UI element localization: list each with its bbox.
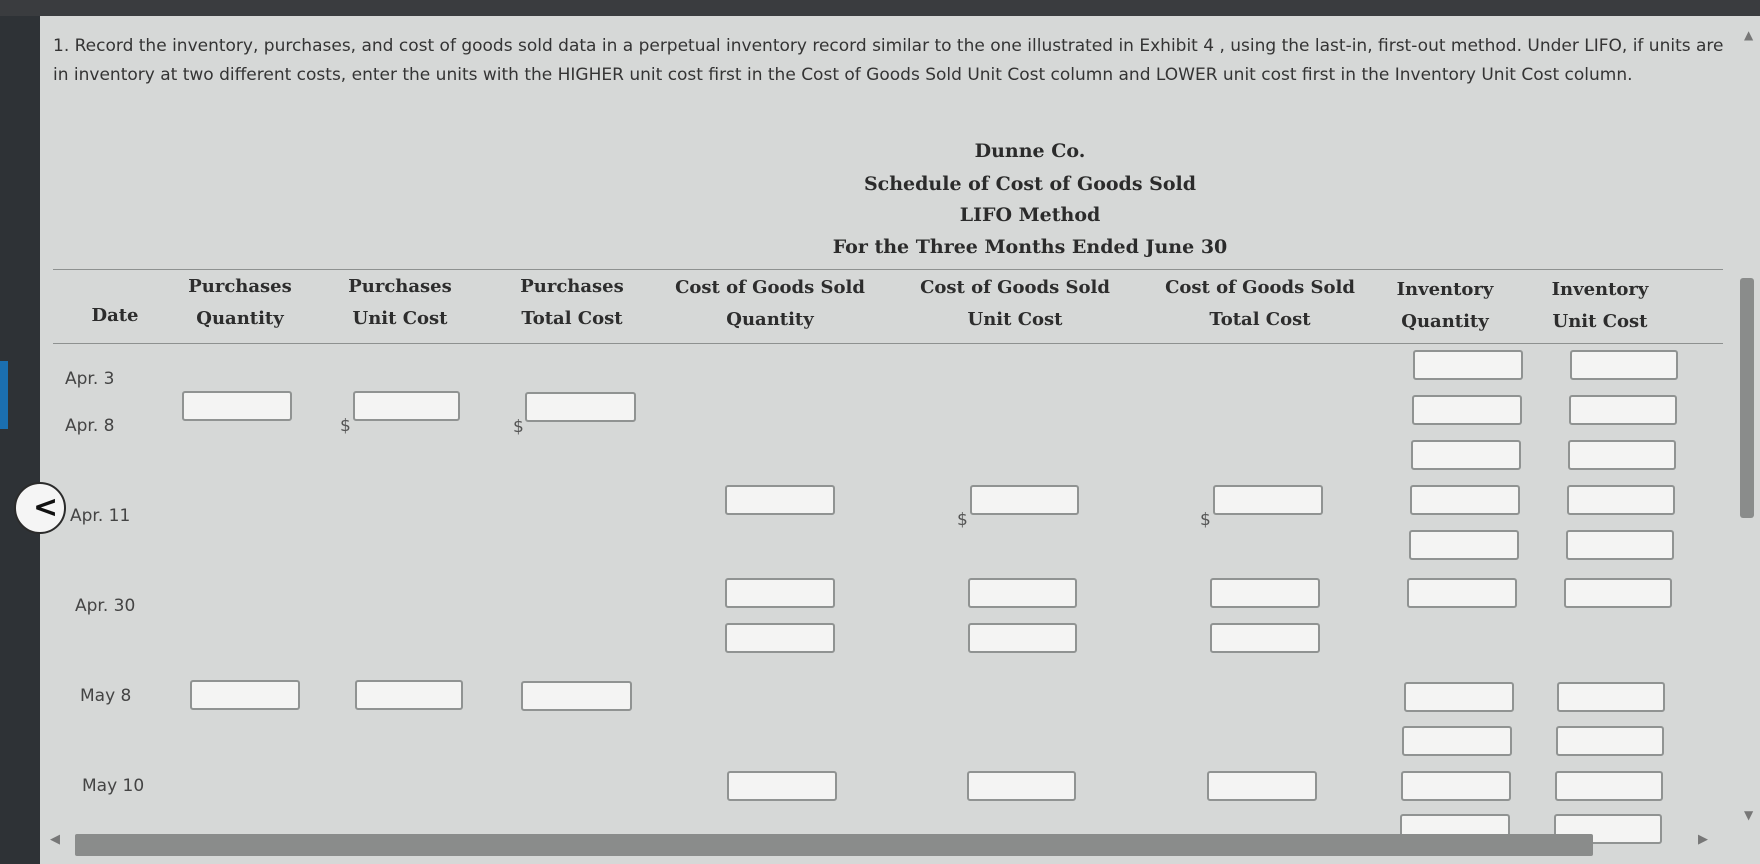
col-header-inventory-quantity	[1375, 274, 1515, 338]
cogs-total-cost-input[interactable]	[1213, 485, 1323, 515]
header-line: Inventory	[1551, 279, 1649, 300]
header-line: Total Cost	[1209, 309, 1311, 330]
inventory-unit-cost-input[interactable]	[1555, 771, 1663, 801]
col-header-date: Date	[91, 305, 139, 326]
purchases-quantity-input[interactable]	[190, 680, 300, 710]
col-header-purchases-unit-cost	[325, 271, 475, 335]
cogs-quantity-input[interactable]	[725, 578, 835, 608]
left-edge-accent	[0, 361, 8, 429]
inventory-unit-cost-input[interactable]	[1570, 350, 1678, 380]
header-line: Unit Cost	[1552, 311, 1648, 332]
instructions-text: 1. Record the inventory, purchases, and cost of goods sold data in a perpetual inventory record similar to the one illustrated in Exhibit 4 , using the last-in, first-out method. Under LIFO, if units are in inventory at two different costs, enter the units with the HIGHER unit cost first in the Cost of Goods Sold Unit Cost column and LOWER unit cost first in the Inventory Unit Cost column.	[53, 36, 1724, 85]
header-line: Quantity	[726, 309, 814, 330]
scroll-left-arrow-icon[interactable]: ◀	[50, 832, 60, 847]
window-top-bar	[0, 0, 1760, 16]
cogs-total-cost-input[interactable]	[1207, 771, 1317, 801]
row-date-apr30: Apr. 30	[75, 596, 136, 616]
cogs-total-cost-input[interactable]	[1210, 578, 1320, 608]
header-line: Quantity	[1401, 311, 1489, 332]
header-line: Cost of Goods Sold	[1165, 277, 1355, 298]
header-line: Purchases	[348, 276, 452, 297]
header-top-rule	[53, 269, 1723, 270]
header-line: Unit Cost	[352, 308, 448, 329]
inventory-unit-cost-input[interactable]	[1567, 485, 1675, 515]
cogs-quantity-input[interactable]	[727, 771, 837, 801]
inventory-quantity-input[interactable]	[1404, 682, 1514, 712]
dollar-sign: $	[513, 417, 524, 437]
inventory-quantity-input[interactable]	[1413, 350, 1523, 380]
inventory-unit-cost-input[interactable]	[1556, 726, 1664, 756]
dollar-sign: $	[340, 416, 351, 436]
inventory-quantity-input[interactable]	[1407, 578, 1517, 608]
cogs-unit-cost-input[interactable]	[968, 623, 1077, 653]
header-bottom-rule	[53, 343, 1723, 344]
header-line: Inventory	[1396, 279, 1494, 300]
cogs-quantity-input[interactable]	[725, 485, 835, 515]
col-header-purchases-total-cost	[497, 271, 647, 335]
period-label: For the Three Months Ended June 30	[832, 236, 1228, 258]
cogs-quantity-input[interactable]	[725, 623, 835, 653]
schedule-title: Schedule of Cost of Goods Sold	[863, 173, 1197, 195]
col-header-purchases-quantity	[165, 271, 315, 335]
scroll-up-arrow-icon[interactable]: ▲	[1744, 28, 1754, 42]
inventory-quantity-input[interactable]	[1412, 395, 1522, 425]
method-label: LIFO Method	[959, 204, 1101, 226]
purchases-quantity-input[interactable]	[182, 391, 292, 421]
dollar-sign: $	[957, 510, 968, 530]
vertical-scrollbar-thumb[interactable]	[1740, 278, 1754, 518]
cogs-unit-cost-input[interactable]	[970, 485, 1079, 515]
row-date-apr3: Apr. 3	[65, 369, 115, 389]
left-edge-bar	[0, 16, 40, 864]
inventory-unit-cost-input[interactable]	[1557, 682, 1665, 712]
inventory-unit-cost-input[interactable]	[1569, 395, 1677, 425]
purchases-total-cost-input[interactable]	[525, 392, 636, 422]
purchases-total-cost-input[interactable]	[521, 681, 632, 711]
col-header-cogs-unit-cost	[905, 272, 1125, 336]
scroll-right-arrow-icon[interactable]: ▶	[1698, 832, 1708, 847]
purchases-unit-cost-input[interactable]	[355, 680, 463, 710]
inventory-quantity-input[interactable]	[1401, 771, 1511, 801]
inventory-quantity-input[interactable]	[1411, 440, 1521, 470]
cogs-unit-cost-input[interactable]	[968, 578, 1077, 608]
scroll-down-arrow-icon[interactable]: ▼	[1744, 808, 1754, 822]
col-header-inventory-unit-cost	[1530, 274, 1670, 338]
col-header-cogs-quantity	[660, 272, 880, 336]
inventory-quantity-input[interactable]	[1402, 726, 1512, 756]
inventory-unit-cost-input[interactable]	[1564, 578, 1672, 608]
col-header-cogs-total-cost	[1150, 272, 1370, 336]
header-line: Total Cost	[521, 308, 623, 329]
header-line: Quantity	[196, 308, 284, 329]
cogs-unit-cost-input[interactable]	[967, 771, 1076, 801]
dollar-sign: $	[1200, 510, 1211, 530]
header-line: Unit Cost	[967, 309, 1063, 330]
back-button[interactable]	[14, 482, 66, 534]
header-line: Cost of Goods Sold	[675, 277, 865, 298]
row-date-apr8: Apr. 8	[65, 416, 115, 436]
horizontal-scrollbar-thumb[interactable]	[75, 834, 1593, 856]
row-date-may8: May 8	[80, 686, 132, 706]
header-line: Purchases	[520, 276, 624, 297]
inventory-quantity-input[interactable]	[1410, 485, 1520, 515]
purchases-unit-cost-input[interactable]	[353, 391, 460, 421]
inventory-quantity-input[interactable]	[1409, 530, 1519, 560]
inventory-unit-cost-input[interactable]	[1566, 530, 1674, 560]
header-line: Purchases	[188, 276, 292, 297]
cogs-total-cost-input[interactable]	[1210, 623, 1320, 653]
company-name: Dunne Co.	[974, 140, 1086, 162]
row-date-apr11: Apr. 11	[70, 506, 131, 526]
problem-panel	[33, 16, 1760, 864]
header-line: Cost of Goods Sold	[920, 277, 1110, 298]
row-date-may10: May 10	[82, 776, 145, 796]
chevron-left-icon: <	[33, 490, 59, 525]
inventory-unit-cost-input[interactable]	[1568, 440, 1676, 470]
